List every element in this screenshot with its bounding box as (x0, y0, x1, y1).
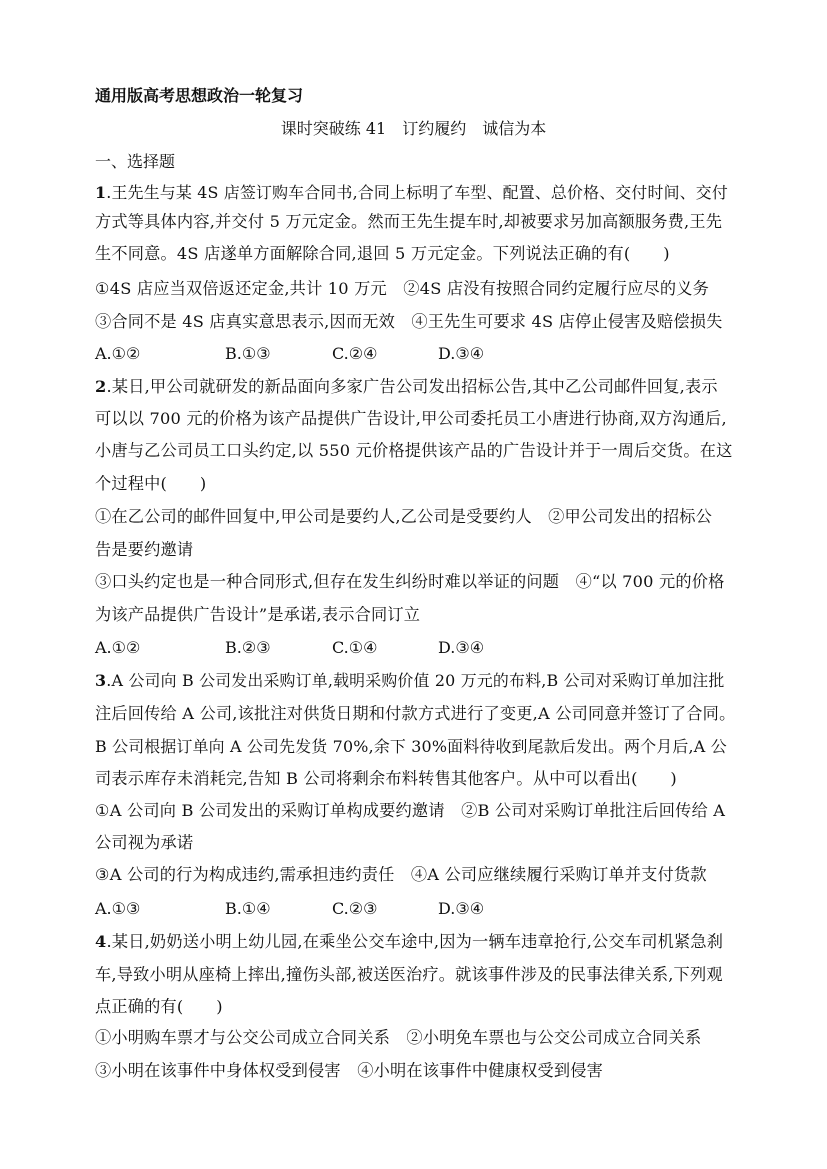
question-line: 3.A 公司向 B 公司发出采购订单,载明采购价值 20 万元的布料,B 公司对采购订单加注批 (95, 671, 725, 690)
option-a[interactable]: A.①② (95, 344, 141, 363)
question-line: 可以以 700 元的价格为该产品提供广告设计,甲公司委托员工小唐进行协商,双方沟通后, (95, 409, 727, 428)
question-line: 注后回传给 A 公司,该批注对供货日期和付款方式进行了变更,A 公司同意并签订了合同。 (95, 704, 736, 723)
statement-line: 公司视为承诺 (95, 833, 194, 852)
question-line: 司表示库存未消耗完,告知 B 公司将剩余布料转售其他客户。从中可以看出( ) (95, 769, 677, 788)
section-heading: 一、选择题 (95, 152, 176, 171)
statement-line: ③A 公司的行为构成违约,需承担违约责任 ④A 公司应继续履行采购订单并支付货款 (95, 865, 707, 884)
statement-line: 为该产品提供广告设计”是承诺,表示合同订立 (95, 605, 421, 624)
option-d[interactable]: D.③④ (438, 638, 485, 657)
question-line: 点正确的有( ) (95, 997, 223, 1016)
option-c[interactable]: C.①④ (332, 638, 378, 657)
statement-line: ③小明在该事件中身体权受到侵害 ④小明在该事件中健康权受到侵害 (95, 1061, 604, 1080)
statement-line: ①A 公司向 B 公司发出的采购订单构成要约邀请 ②B 公司对采购订单批注后回传给 A (95, 801, 726, 820)
option-b[interactable]: B.②③ (225, 638, 271, 657)
statement-line: ③口头约定也是一种合同形式,但存在发生纠纷时难以举证的问题 ④“以 700 元的价格 (95, 572, 725, 591)
option-b[interactable]: B.①④ (225, 899, 271, 918)
question-number: 1 (95, 183, 107, 202)
question-line: 1.王先生与某 4S 店签订购车合同书,合同上标明了车型、配置、总价格、交付时间、交付 (95, 183, 728, 202)
question-line: 车,导致小明从座椅上摔出,撞伤头部,被送医治疗。就该事件涉及的民事法律关系,下列观 (95, 965, 723, 984)
option-c[interactable]: C.②③ (332, 899, 378, 918)
option-c[interactable]: C.②④ (332, 344, 378, 363)
question-line: 个过程中( ) (95, 474, 207, 493)
statement-line: ①4S 店应当双倍返还定金,共计 10 万元 ②4S 店没有按照合同约定履行应尽的义务 (95, 279, 710, 298)
question-number: 4 (95, 932, 107, 951)
statement-line: ①在乙公司的邮件回复中,甲公司是要约人,乙公司是受要约人 ②甲公司发出的招标公 (95, 507, 713, 526)
option-d[interactable]: D.③④ (438, 344, 485, 363)
option-d[interactable]: D.③④ (438, 899, 485, 918)
question-line: 生不同意。4S 店遂单方面解除合同,退回 5 万元定金。下列说法正确的有( ) (95, 244, 670, 263)
option-a[interactable]: A.①③ (95, 899, 141, 918)
question-line: 方式等具体内容,并交付 5 万元定金。然而王先生提车时,却被要求另加高额服务费,王先 (95, 212, 723, 231)
lesson-subtitle: 课时突破练 41 订约履约 诚信为本 (280, 119, 547, 138)
statement-line: 告是要约邀请 (95, 540, 194, 559)
question-line: 2.某日,甲公司就研发的新品面向多家广告公司发出招标公告,其中乙公司邮件回复,表示 (95, 377, 718, 396)
question-line: 4.某日,奶奶送小明上幼儿园,在乘坐公交车途中,因为一辆车违章抢行,公交车司机紧急刹 (95, 932, 724, 951)
option-a[interactable]: A.①② (95, 638, 141, 657)
statement-line: ①小明购车票才与公交公司成立合同关系 ②小明免车票也与公交公司成立合同关系 (95, 1028, 702, 1047)
question-line: B 公司根据订单向 A 公司先发货 70%,余下 30%面料待收到尾款后发出。两个月后,A 公 (95, 737, 727, 756)
question-number: 3 (95, 671, 107, 690)
document-title: 通用版高考思想政治一轮复习 (95, 86, 304, 105)
question-line: 小唐与乙公司员工口头约定,以 550 元价格提供该产品的广告设计并于一周后交货。在这 (95, 441, 733, 460)
question-number: 2 (95, 377, 107, 396)
statement-line: ③合同不是 4S 店真实意思表示,因而无效 ④王先生可要求 4S 店停止侵害及赔偿损失 (95, 312, 723, 331)
option-b[interactable]: B.①③ (225, 344, 271, 363)
